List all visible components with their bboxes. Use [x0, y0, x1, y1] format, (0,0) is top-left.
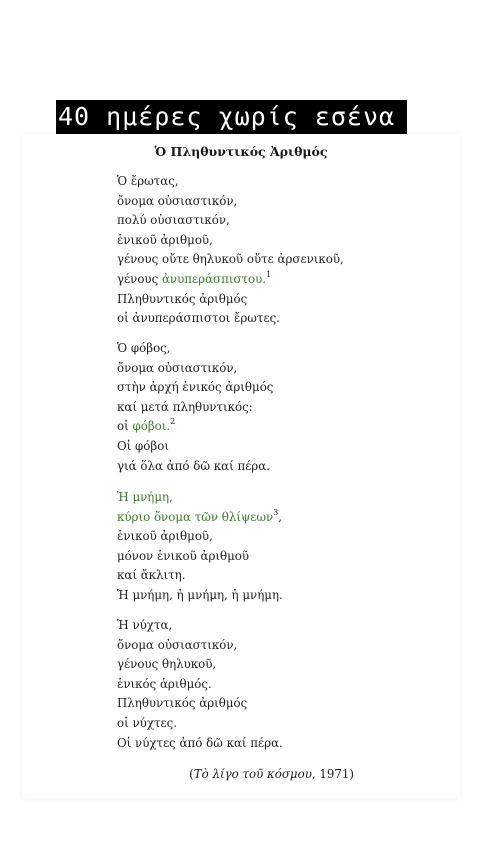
poem-line: Ἡ μνήμη, ἡ μνήμη, ἡ μνήμη. [117, 587, 283, 602]
citation-work-title: Τὸ λίγο τοῦ κόσμου [193, 767, 312, 781]
poem-line: στὴν ἀρχή ἑνικός ἀριθμός [117, 380, 274, 395]
poem-line: Ὁ ἔρωτας, [117, 174, 179, 188]
footnote-marker: 3 [273, 507, 279, 517]
poem-line: Πληθυντικός ἀριθμός [117, 291, 248, 306]
stanza-3 [117, 488, 283, 606]
stanza-1 [117, 172, 344, 329]
poem-line: ὄνομα οὐσιαστικόν, [117, 360, 238, 375]
poem-line: γένους οὔτε θηλυκοῦ οὔτε ἀρσενικοῦ, [117, 252, 344, 267]
footnote-marker: 2 [170, 417, 176, 427]
stanza-4 [117, 616, 283, 753]
poem-line: πολύ οὐσιαστικόν, [117, 213, 230, 228]
poem-title: Ὁ Πληθυντικός Ἀριθμός [154, 144, 328, 159]
poem-line: οἱ ἀνυπεράσπιστοι ἔρωτες. [117, 311, 280, 326]
citation-year: , 1971) [311, 767, 354, 781]
poem-citation [189, 767, 354, 781]
poem-line: ἑνικοῦ ἀριθμοῦ, [117, 232, 213, 247]
line-text: , [278, 509, 282, 524]
highlighted-phrase: κύριο ὄνομα τῶν θλίψεων [117, 509, 274, 524]
poem-line: ἑνικός ἀριθμός. [117, 676, 212, 691]
poem-line [117, 417, 273, 437]
poem-line: καί μετά πληθυντικός: [117, 399, 253, 414]
poem-line: Οἱ νύχτες ἀπό δῶ καί πέρα. [117, 735, 283, 750]
banner-text: 40 ημέρες χωρίς εσένα [58, 102, 396, 131]
poem-line: Ἡ νύχτα, [117, 618, 173, 632]
footnote-marker: 1 [266, 270, 272, 280]
poem-line: καί ἄκλιτη. [117, 568, 186, 583]
poem-line: γένους θηλυκοῦ, [117, 657, 217, 672]
poem-line-highlighted: Ἡ μνήμη, [117, 490, 173, 504]
poem-line: οἱ νύχτες. [117, 715, 177, 730]
poem-line [117, 270, 344, 290]
poem-line: Οἱ φόβοι [117, 438, 169, 453]
poem-card [22, 134, 460, 798]
line-text: γένους [117, 271, 162, 286]
poem-line: ἑνικοῦ ἀριθμοῦ, [117, 529, 213, 544]
stanza-2 [117, 339, 273, 476]
poem-line: Πληθυντικός ἀριθμός [117, 696, 248, 711]
citation-open: ( [189, 767, 194, 781]
poem-line: Ὁ φόβος, [117, 341, 171, 355]
highlighted-word: ἀνυπεράσπιστου. [161, 271, 267, 286]
poem-line: μόνον ἑνικοῦ ἀριθμοῦ [117, 548, 250, 563]
line-text: οἱ [117, 419, 133, 434]
poem-line: γιά ὅλα ἀπό δῶ καί πέρα. [117, 458, 270, 473]
poem-line: ὄνομα οὐσιαστικόν, [117, 193, 238, 208]
highlighted-word: φόβοι. [132, 419, 171, 434]
poem-line [117, 508, 283, 528]
story-title-banner [56, 100, 407, 134]
poem-line: ὄνομα οὐσιαστικόν, [117, 637, 238, 652]
